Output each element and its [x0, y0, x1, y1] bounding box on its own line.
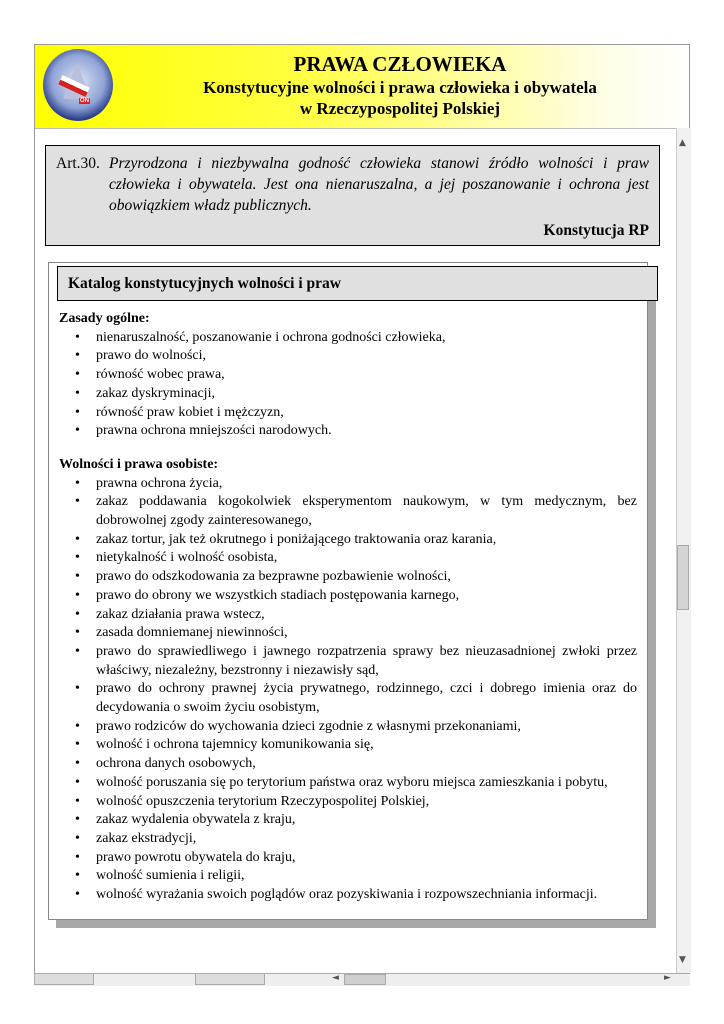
vertical-scroll-thumb[interactable]	[677, 545, 689, 610]
list-item: • prawo do sprawiedliwego i jawnego rozpatrzenia sprawy bez nieuzasadnionej zwłoki przez właściwy, niezależny, bezstronny i niezawisły sąd,	[59, 643, 637, 680]
list-item: • prawo powrotu obywatela do kraju,	[59, 849, 637, 868]
list-item: • nienaruszalność, poszanowanie i ochrona godności człowieka,	[59, 329, 637, 348]
list-item: • prawo do obrony we wszystkich stadiach postępowania karnego,	[59, 587, 637, 606]
list-item: • prawna ochrona życia,	[59, 475, 637, 494]
scroll-down-arrow-icon[interactable]: ▼	[679, 955, 686, 965]
list-item: • nietykalność i wolność osobista,	[59, 549, 637, 568]
list-item: • wolność wyrażania swoich poglądów oraz pozyskiwania i rozpowszechniania informacji.	[59, 886, 637, 905]
horizontal-scroll-thumb[interactable]	[344, 974, 386, 985]
list-item: • prawna ochrona mniejszości narodowych.	[59, 422, 637, 441]
list-item: • prawo rodziców do wychowania dzieci zgodnie z własnymi przekonaniami,	[59, 718, 637, 737]
list-item: • zasada domniemanej niewinności,	[59, 624, 637, 643]
list-item: • wolność poruszania się po terytorium państwa oraz wyboru miejsca zamieszkania i pobytu,	[59, 774, 637, 793]
list-item: • wolność i ochrona tajemnicy komunikowania się,	[59, 736, 637, 755]
rights-list	[59, 329, 637, 441]
list-item: • zakaz dyskryminacji,	[59, 385, 637, 404]
sheet-tab[interactable]	[34, 973, 94, 985]
list-item: • równość praw kobiet i mężczyzn,	[59, 404, 637, 423]
list-item: • prawo do wolności,	[59, 347, 637, 366]
list-item: • prawo do ochrony prawnej życia prywatnego, rodzinnego, czci i dobrego imienia oraz do decydowania o swoim życiu osobistym,	[59, 680, 637, 717]
article-label: Art.30.	[56, 155, 100, 172]
list-item: • zakaz działania prawa wstecz,	[59, 606, 637, 625]
list-item: • zakaz wydalenia obywatela z kraju,	[59, 811, 637, 830]
catalog-content	[59, 310, 637, 920]
article-quote-box	[45, 145, 660, 246]
article-text: Przyrodzona i niezbywalna godność człowieka stanowi źródło wolności i praw człowieka i obywatela. Jest ona nienaruszalna, a jej poszanowanie i ochrona jest obowiązkiem władz publicznych.	[109, 155, 649, 214]
list-item: • zakaz ekstradycji,	[59, 830, 637, 849]
list-item: • zakaz tortur, jak też okrutnego i poniżającego traktowania oraz karania,	[59, 531, 637, 550]
list-item: • zakaz poddawania kogokolwiek eksperymentom naukowym, w tym medycznym, bez dobrowolnej zgody zainteresowanego,	[59, 493, 637, 530]
section-heading: Zasady ogólne:	[59, 311, 150, 326]
list-item: • prawo do odszkodowania za bezprawne pozbawienie wolności,	[59, 568, 637, 587]
page-subtitle	[140, 77, 660, 119]
quote-source: Konstytucja RP	[543, 222, 649, 239]
list-item: • wolność opuszczenia terytorium Rzeczypospolitej Polskiej,	[59, 793, 637, 812]
list-item: • wolność sumienia i religii,	[59, 867, 637, 886]
logo-emblem: ON	[43, 49, 113, 121]
list-item: • równość wobec prawa,	[59, 366, 637, 385]
scroll-right-arrow-icon[interactable]: ►	[664, 973, 671, 983]
page-title: PRAWA CZŁOWIEKA	[293, 52, 507, 76]
scroll-up-arrow-icon[interactable]: ▲	[679, 138, 686, 148]
sheet-tab[interactable]	[195, 973, 265, 985]
subtitle-line-1: Konstytucyjne wolności i prawa człowieka i obywatela	[203, 78, 597, 97]
subtitle-line-2: w Rzeczypospolitej Polskiej	[299, 99, 501, 118]
list-item: • ochrona danych osobowych,	[59, 755, 637, 774]
section-heading: Wolności i prawa osobiste:	[59, 456, 219, 472]
scroll-left-arrow-icon[interactable]: ◄	[332, 973, 339, 983]
catalog-title: Katalog konstytucyjnych wolności i praw	[57, 266, 658, 301]
rights-list	[59, 475, 637, 905]
